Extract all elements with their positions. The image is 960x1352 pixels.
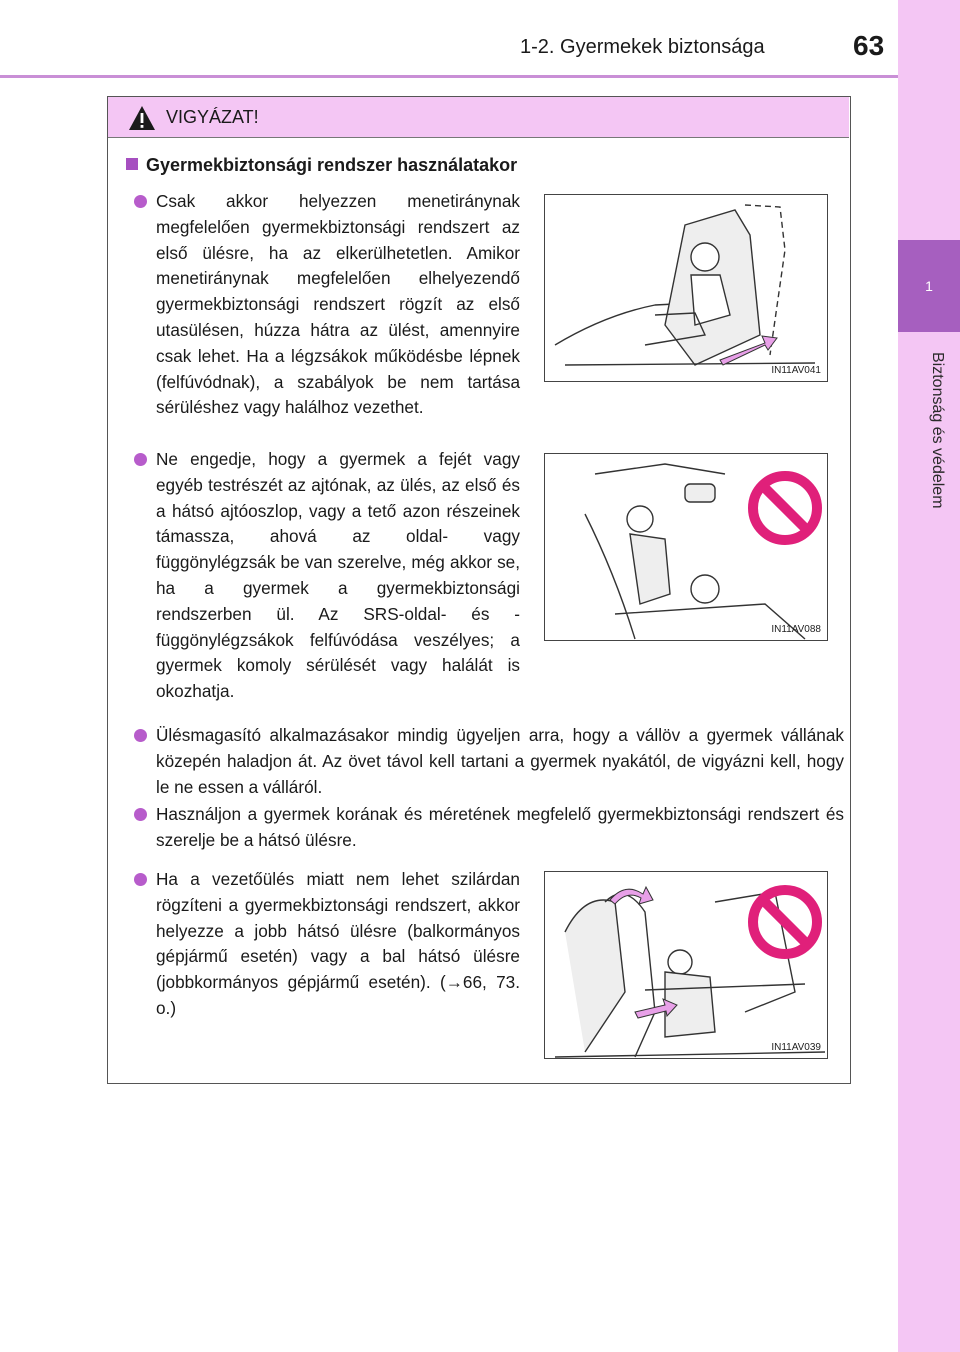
prohibited-sign-icon bbox=[753, 476, 817, 540]
bullet-dot-icon bbox=[134, 873, 147, 886]
figure-code: IN11AV041 bbox=[771, 365, 821, 376]
bullet-text: Ne engedje, hogy a gyermek a fejét vagy egyéb testrészét az ajtónak, az ülés, az első és a hátsó ajtóoszlop, vagy a tető azon részeinek támassza, ahová az oldal- vagy függönylégzsák be van szerelve, még akkor se, ha a gyermek a gyermekbiztonsági rendszerben ül. Az SRS-oldal- és -függönylégzsákok felfúvódása veszélyes; a gyermek komoly sérülését vagy halálát is okozhatja. bbox=[156, 449, 520, 702]
bullet-text: Ülésmagasító alkalmazásakor mindig ügyeljen arra, hogy a vállöv a gyermek vállának közepén haladjon át. Az övet távol kell tartani a gyermek nyakától, de vigyázni kell, hogy le ne essen a válláról. bbox=[156, 725, 844, 797]
bullet-dot-icon bbox=[134, 453, 147, 466]
bullet-head-contact bbox=[156, 447, 520, 705]
figure-front-seat-child-seat bbox=[544, 194, 828, 382]
bullet-booster bbox=[156, 723, 844, 800]
bullet-driver-seat bbox=[156, 867, 520, 1022]
warning-label: VIGYÁZAT! bbox=[166, 107, 259, 127]
chapter-number: 1 bbox=[925, 278, 933, 294]
page-number: 63 bbox=[853, 30, 885, 61]
rear-seat-illustration bbox=[545, 872, 828, 1059]
child-seat-illustration bbox=[545, 195, 828, 382]
bullet-text: Csak akkor helyezzen menetiránynak megfelelően gyermekbiztonsági rendszert az első ülésre, ha az elkerülhetetlen. Amikor menetiránynak megfelelően elhelyezendő gyermekbiztonsági rendszert rögzít az első utasülésen, húzza hátra az ülést, amennyire csak lehet. Ha a légzsákok működésbe lépnek (felfúvódnak), a szabályok be nem tartása sérüléshez vagy halálhoz vezethet. bbox=[156, 191, 520, 418]
figure-code: IN11AV039 bbox=[771, 1042, 821, 1053]
bullet-rear-seat bbox=[156, 802, 844, 854]
subheading-text: Gyermekbiztonsági rendszer használatakor bbox=[146, 155, 518, 175]
header-rule bbox=[0, 75, 898, 78]
chapter-tab bbox=[898, 0, 960, 1352]
square-bullet-icon bbox=[126, 158, 138, 170]
bullet-dot-icon bbox=[134, 195, 147, 208]
section-title: 1-2. Gyermekek biztonsága bbox=[520, 36, 765, 58]
warning-header bbox=[108, 97, 849, 138]
bullet-text: Használjon a gyermek korának és méretének megfelelő gyermekbiztonsági rendszert és szerelje be a hátsó ülésre. bbox=[156, 804, 844, 850]
bullet-front-seat bbox=[156, 189, 520, 421]
bullet-dot-icon bbox=[134, 729, 147, 742]
warning-subheading bbox=[126, 155, 517, 176]
chapter-title: Biztonság és védelem bbox=[929, 352, 946, 509]
warning-triangle-icon bbox=[128, 105, 156, 131]
figure-code: IN11AV088 bbox=[771, 624, 821, 635]
bullet-text: Ha a vezetőülés miatt nem lehet szilárdan rögzíteni a gyermekbiztonsági rendszert, akkor helyezze a jobb hátsó ülésre (balkormányos gépjármű esetén) vagy a bal hátsó ülésre (jobbkormányos gépjármű esetén). (→66, 73. o.) bbox=[156, 869, 520, 1018]
warning-box bbox=[107, 96, 851, 1084]
bullet-dot-icon bbox=[134, 808, 147, 821]
figure-driver-seat-prohibited bbox=[544, 871, 828, 1059]
booster-seat-illustration bbox=[545, 454, 828, 641]
figure-head-contact-prohibited bbox=[544, 453, 828, 641]
